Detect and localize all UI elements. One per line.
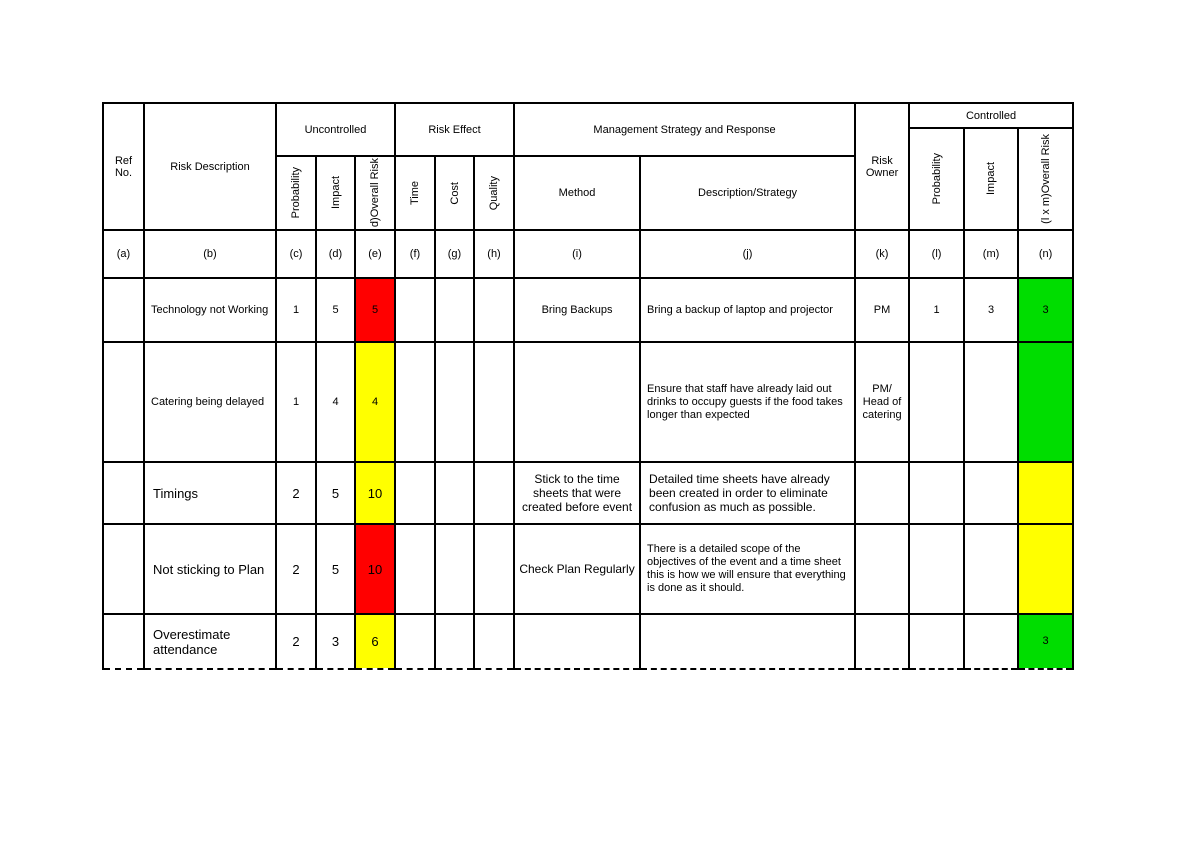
ctrl-impact-cell <box>964 614 1018 669</box>
owner-cell: PM <box>855 278 909 342</box>
letter-b: (b) <box>144 230 276 278</box>
table-row <box>103 524 1073 614</box>
header-cost: Cost <box>435 156 474 230</box>
overall-risk-cell: 10 <box>355 524 395 614</box>
letter-g: (g) <box>435 230 474 278</box>
strategy-cell: Detailed time sheets have already been created in order to eliminate confusion as much as possible. <box>640 462 855 524</box>
letter-h: (h) <box>474 230 514 278</box>
header-ref: Ref No. <box>103 103 144 230</box>
header-description-strategy: Description/Strategy <box>640 156 855 230</box>
ctrl-probability-cell <box>909 462 964 524</box>
overall-risk-cell: 6 <box>355 614 395 669</box>
letter-c: (c) <box>276 230 316 278</box>
strategy-cell: There is a detailed scope of the objectives of the event and a time sheet this is how we will ensure that everything is done as it should. <box>640 524 855 614</box>
time-cell <box>395 462 435 524</box>
header-time: Time <box>395 156 435 230</box>
letter-e: (e) <box>355 230 395 278</box>
probability-cell: 1 <box>276 342 316 462</box>
time-cell <box>395 278 435 342</box>
time-cell <box>395 614 435 669</box>
letter-i: (i) <box>514 230 640 278</box>
letter-f: (f) <box>395 230 435 278</box>
risk-description-cell: Technology not Working <box>144 278 276 342</box>
probability-cell: 2 <box>276 462 316 524</box>
risk-description-cell: Overestimate attendance <box>144 614 276 669</box>
strategy-cell: Bring a backup of laptop and projector <box>640 278 855 342</box>
header-quality: Quality <box>474 156 514 230</box>
ref-cell <box>103 614 144 669</box>
letter-j: (j) <box>640 230 855 278</box>
header-ctrl-impact: Impact <box>964 128 1018 230</box>
ctrl-overall-risk-cell: 3 <box>1018 278 1073 342</box>
risk-register-table <box>102 102 1074 670</box>
ctrl-overall-risk-cell <box>1018 342 1073 462</box>
ctrl-impact-cell <box>964 342 1018 462</box>
letter-d: (d) <box>316 230 355 278</box>
overall-risk-cell: 10 <box>355 462 395 524</box>
table-row <box>103 278 1073 342</box>
ctrl-overall-risk-cell <box>1018 524 1073 614</box>
header-overall-risk: d)Overall Risk <box>355 156 395 230</box>
method-cell: Bring Backups <box>514 278 640 342</box>
impact-cell: 5 <box>316 524 355 614</box>
column-letters-row <box>103 230 1073 278</box>
strategy-cell <box>640 614 855 669</box>
impact-cell: 3 <box>316 614 355 669</box>
ref-cell <box>103 278 144 342</box>
quality-cell <box>474 462 514 524</box>
cost-cell <box>435 614 474 669</box>
table-row <box>103 614 1073 669</box>
header-uncontrolled: Uncontrolled <box>276 103 395 156</box>
cost-cell <box>435 462 474 524</box>
cost-cell <box>435 278 474 342</box>
ref-cell <box>103 342 144 462</box>
strategy-cell: Ensure that staff have already laid out drinks to occupy guests if the food takes longer than expected <box>640 342 855 462</box>
ctrl-overall-risk-cell <box>1018 462 1073 524</box>
table-row <box>103 462 1073 524</box>
ctrl-impact-cell: 3 <box>964 278 1018 342</box>
impact-cell: 5 <box>316 462 355 524</box>
cost-cell <box>435 342 474 462</box>
overall-risk-cell: 5 <box>355 278 395 342</box>
header-controlled: Controlled <box>909 103 1073 128</box>
ctrl-probability-cell: 1 <box>909 278 964 342</box>
owner-cell <box>855 614 909 669</box>
table-row <box>103 342 1073 462</box>
time-cell <box>395 524 435 614</box>
owner-cell <box>855 462 909 524</box>
method-cell: Check Plan Regularly <box>514 524 640 614</box>
header-management-strategy: Management Strategy and Response <box>514 103 855 156</box>
probability-cell: 2 <box>276 614 316 669</box>
method-cell <box>514 342 640 462</box>
owner-cell: PM/ Head of catering <box>855 342 909 462</box>
ctrl-probability-cell <box>909 342 964 462</box>
quality-cell <box>474 614 514 669</box>
header-risk-description: Risk Description <box>144 103 276 230</box>
header-method: Method <box>514 156 640 230</box>
method-cell: Stick to the time sheets that were created before event <box>514 462 640 524</box>
quality-cell <box>474 524 514 614</box>
probability-cell: 1 <box>276 278 316 342</box>
header-ctrl-probability: Probability <box>909 128 964 230</box>
ref-cell <box>103 462 144 524</box>
letter-k: (k) <box>855 230 909 278</box>
header-ctrl-overall-risk: (l x m)Overall Risk <box>1018 128 1073 230</box>
overall-risk-cell: 4 <box>355 342 395 462</box>
risk-description-cell: Timings <box>144 462 276 524</box>
ctrl-impact-cell <box>964 524 1018 614</box>
letter-a: (a) <box>103 230 144 278</box>
time-cell <box>395 342 435 462</box>
owner-cell <box>855 524 909 614</box>
ctrl-probability-cell <box>909 524 964 614</box>
impact-cell: 5 <box>316 278 355 342</box>
header-probability: Probability <box>276 156 316 230</box>
cost-cell <box>435 524 474 614</box>
ref-cell <box>103 524 144 614</box>
ctrl-overall-risk-cell: 3 <box>1018 614 1073 669</box>
ctrl-impact-cell <box>964 462 1018 524</box>
impact-cell: 4 <box>316 342 355 462</box>
header-risk-effect: Risk Effect <box>395 103 514 156</box>
header-risk-owner: Risk Owner <box>855 103 909 230</box>
risk-description-cell: Not sticking to Plan <box>144 524 276 614</box>
probability-cell: 2 <box>276 524 316 614</box>
quality-cell <box>474 342 514 462</box>
method-cell <box>514 614 640 669</box>
letter-n: (n) <box>1018 230 1073 278</box>
letter-m: (m) <box>964 230 1018 278</box>
header-impact: Impact <box>316 156 355 230</box>
letter-l: (l) <box>909 230 964 278</box>
quality-cell <box>474 278 514 342</box>
ctrl-probability-cell <box>909 614 964 669</box>
risk-description-cell: Catering being delayed <box>144 342 276 462</box>
